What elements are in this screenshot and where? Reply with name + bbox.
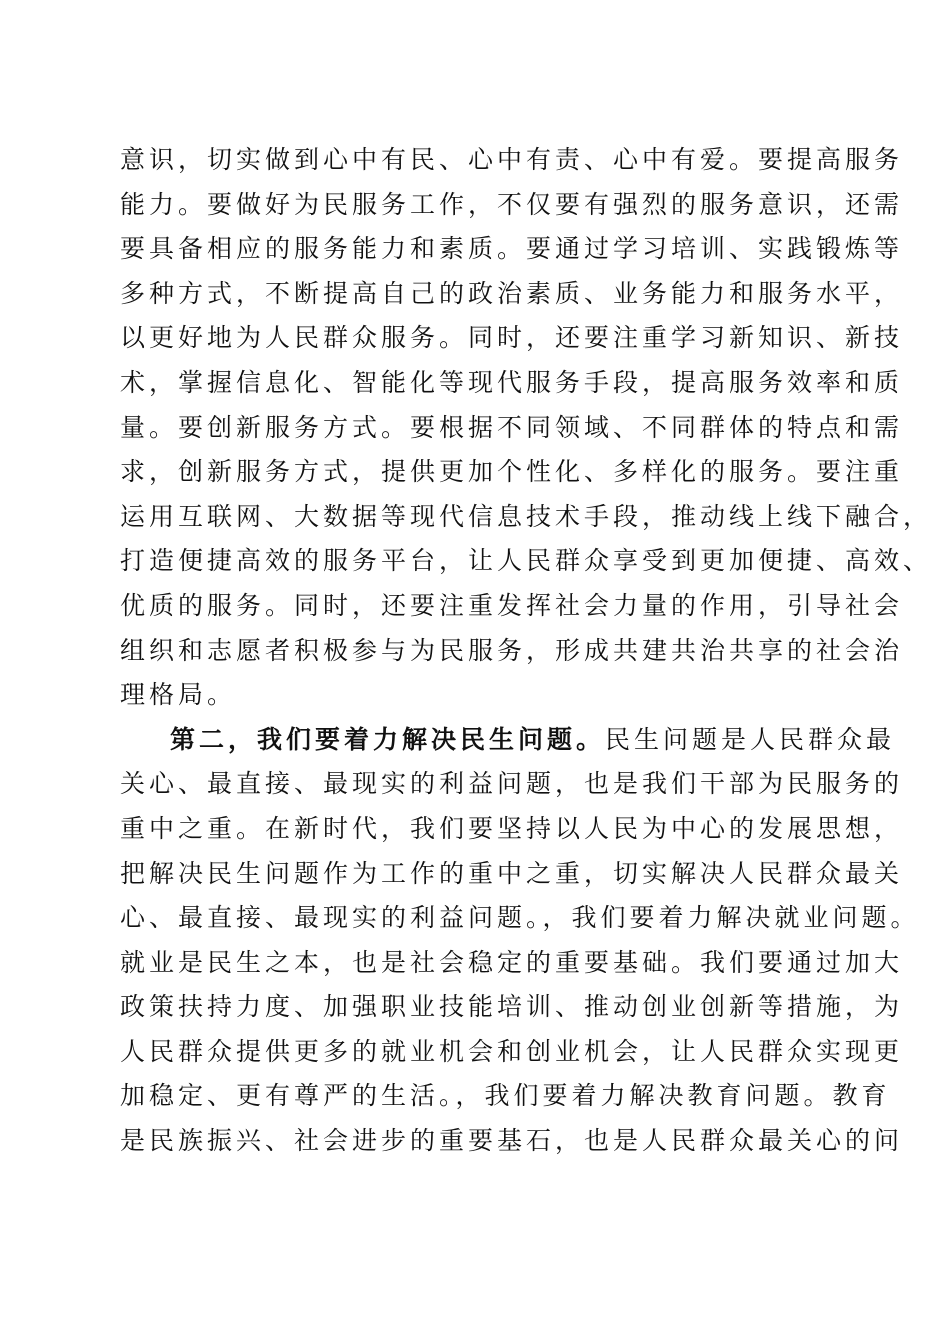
text-line: 政策扶持力度、加强职业技能培训、推动创业创新等措施，为 <box>120 992 904 1022</box>
text-line: 就业是民生之本，也是社会稳定的重要基础。我们要通过加大 <box>120 947 904 977</box>
text-line: 能力。要做好为民服务工作，不仅要有强烈的服务意识，还需 <box>120 189 904 219</box>
text-line: 优质的服务。同时，还要注重发挥社会力量的作用，引导社会 <box>120 590 904 620</box>
section-2-heading: 第二，我们要着力解决民生问题。 <box>170 724 606 754</box>
section-2-first-line <box>120 718 896 763</box>
text-line: 以更好地为人民群众服务。同时，还要注重学习新知识、新技 <box>120 323 904 353</box>
text-line: 组织和志愿者积极参与为民服务，形成共建共治共享的社会治 <box>120 635 904 665</box>
section-2-first-line-text: 民生问题是人民群众最 <box>605 724 896 754</box>
text-line: 术，掌握信息化、智能化等现代服务手段，提高服务效率和质 <box>120 367 904 397</box>
text-line: 打造便捷高效的服务平台，让人民群众享受到更加便捷、高效、 <box>120 546 933 576</box>
text-line: 是民族振兴、社会进步的重要基石，也是人民群众最关心的问 <box>120 1126 904 1156</box>
text-line: 关心、最直接、最现实的利益问题，也是我们干部为民服务的 <box>120 769 904 799</box>
text-line: 量。要创新服务方式。要根据不同领域、不同群体的特点和需 <box>120 412 904 442</box>
text-line: 要具备相应的服务能力和素质。要通过学习培训、实践锻炼等 <box>120 234 904 264</box>
text-line: 意识，切实做到心中有民、心中有责、心中有爱。要提高服务 <box>120 145 904 174</box>
text-line: 重中之重。在新时代，我们要坚持以人民为中心的发展思想， <box>120 813 904 843</box>
text-line: 运用互联网、大数据等现代信息技术手段，推动线上线下融合， <box>120 501 933 531</box>
body-text <box>120 138 933 1164</box>
text-line: 多种方式，不断提高自己的政治素质、业务能力和服务水平， <box>120 278 904 308</box>
text-line: 加稳定、更有尊严的生活。，我们要着力解决教育问题。教育 <box>120 1081 891 1111</box>
text-line: 求，创新服务方式，提供更加个性化、多样化的服务。要注重 <box>120 457 904 487</box>
text-line: 人民群众提供更多的就业机会和创业机会，让人民群众实现更 <box>120 1036 904 1066</box>
text-line: 心、最直接、最现实的利益问题。，我们要着力解决就业问题。 <box>120 903 920 933</box>
text-line: 把解决民生问题作为工作的重中之重，切实解决人民群众最关 <box>120 858 904 888</box>
text-line: 理格局。 <box>120 680 237 710</box>
